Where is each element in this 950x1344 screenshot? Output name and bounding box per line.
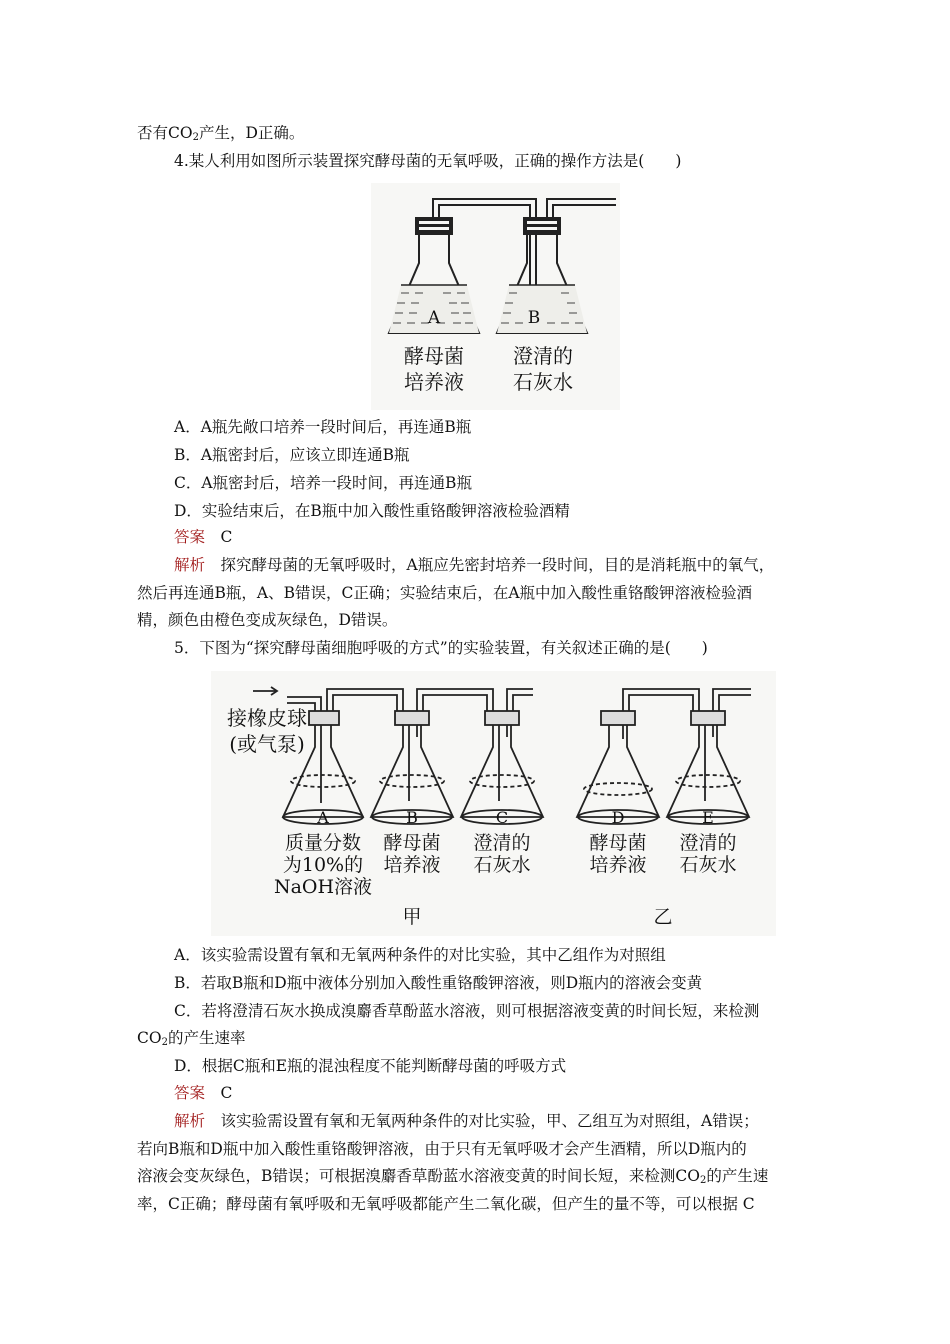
pump-label-1: 接橡皮球 [227,706,307,730]
q5-option-a: A．该实验需设置有氧和无氧两种条件的对比实验，其中乙组作为对照组 [174,946,666,964]
flask-a-label-1: 酵母菌 [404,344,464,368]
q5-analysis-line-1: 解析 该实验需设置有氧和无氧两种条件的对比实验，甲、乙组互为对照组，A错误； [174,1112,759,1130]
intro-line: 否有$CO_2$产生，D正确。 [137,124,305,143]
q5-option-d: D．根据C瓶和E瓶的混浊程度不能判断酵母菌的呼吸方式 [174,1057,567,1075]
flask-b-letter: B [406,808,418,827]
flask-b-label-1: 酵母菌 [383,832,441,854]
q5-option-c-line-1: C．若将澄清石灰水换成溴麝香草酚蓝水溶液，则可根据溶液变黄的时间长短，来检测 [174,1002,760,1020]
q4-option-d: D．实验结束后，在B瓶中加入酸性重铬酸钾溶液检验酒精 [174,502,570,520]
flask-a-label-2: 培养液 [404,370,464,394]
q5-figure [211,671,776,936]
q5-answer [174,1082,232,1104]
q4-analysis-line-2: 然后再连通B瓶，A、B错误，C正确；实验结束后，在A瓶中加入酸性重铬酸钾溶液检验酒 [137,584,753,602]
q5-option-b: B．若取B瓶和D瓶中液体分别加入酸性重铬酸钾溶液，则D瓶内的溶液会变黄 [174,974,703,992]
group-label-jia: 甲 [402,906,422,928]
q4-apparatus-diagram [371,183,620,410]
analysis-label: 解析 [174,556,206,574]
flask-d-label-2: 培养液 [589,854,647,876]
flask-c-letter: C [495,808,509,827]
q5-option-c-line-2: $CO_2$的产生速率 [137,1029,246,1048]
flask-d-label-1: 酵母菌 [589,832,647,854]
pump-label-2: (或气泵) [229,732,305,756]
flask-d-letter: D [611,808,625,827]
flask-b-letter: B [527,308,541,328]
analysis-label: 解析 [174,1112,206,1130]
flask-a-letter: A [317,808,329,827]
answer-label: 答案 [174,528,206,546]
q5-stem: 5．下图为“探究酵母菌细胞呼吸的方式”的实验装置，有关叙述正确的是( ) [174,639,708,657]
flask-b-label-1: 澄清的 [513,344,573,368]
flask-c-label-1: 澄清的 [473,832,531,854]
flask-a-label-3: NaOH溶液 [273,876,373,898]
q4-option-b: B．A瓶密封后，应该立即连通B瓶 [174,446,410,464]
q4-figure [371,183,620,410]
flask-a-label-2: 为10%的 [282,854,364,876]
q5-analysis-line-4: 率，C正确；酵母菌有氧呼吸和无氧呼吸都能产生二氧化碳，但产生的量不等，可以根据 C [137,1195,755,1213]
answer-value: C [220,528,233,546]
q5-analysis-line-3: 溶液会变灰绿色，B错误；可根据溴麝香草酚蓝水溶液变黄的时间长短，来检测$CO_2$的产生速 [137,1167,769,1186]
flask-e-label-2: 石灰水 [679,854,737,876]
q4-analysis-line-1: 解析 探究酵母菌的无氧呼吸时，A瓶应先密封培养一段时间，目的是消耗瓶中的氧气， [174,556,775,574]
flask-e-letter: E [702,808,714,827]
flask-a-letter: A [427,308,441,328]
q4-answer [174,526,232,548]
answer-label: 答案 [174,1084,206,1102]
q5-apparatus-diagram [211,671,776,936]
q4-stem: 4.某人利用如图所示装置探究酵母菌的无氧呼吸，正确的操作方法是( ) [174,152,682,170]
q4-option-a: A．A瓶先敞口培养一段时间后，再连通B瓶 [174,418,472,436]
flask-b-label-2: 培养液 [383,854,441,876]
flask-b-label-2: 石灰水 [513,370,573,394]
group-label-yi: 乙 [653,906,673,928]
flask-b-stopper [523,217,561,235]
q5-analysis-line-2: 若向B瓶和D瓶中加入酸性重铬酸钾溶液，由于只有无氧呼吸才会产生酒精，所以D瓶内的 [137,1140,747,1158]
q4-option-c: C．A瓶密封后，培养一段时间，再连通B瓶 [174,474,472,492]
answer-value: C [220,1084,233,1102]
flask-a-stopper [415,217,453,235]
flask-c-label-2: 石灰水 [473,854,531,876]
q4-analysis-line-3: 精，颜色由橙色变成灰绿色，D错误。 [137,611,398,629]
flask-a-label-1: 质量分数 [284,832,362,854]
flask-e-label-1: 澄清的 [679,832,737,854]
